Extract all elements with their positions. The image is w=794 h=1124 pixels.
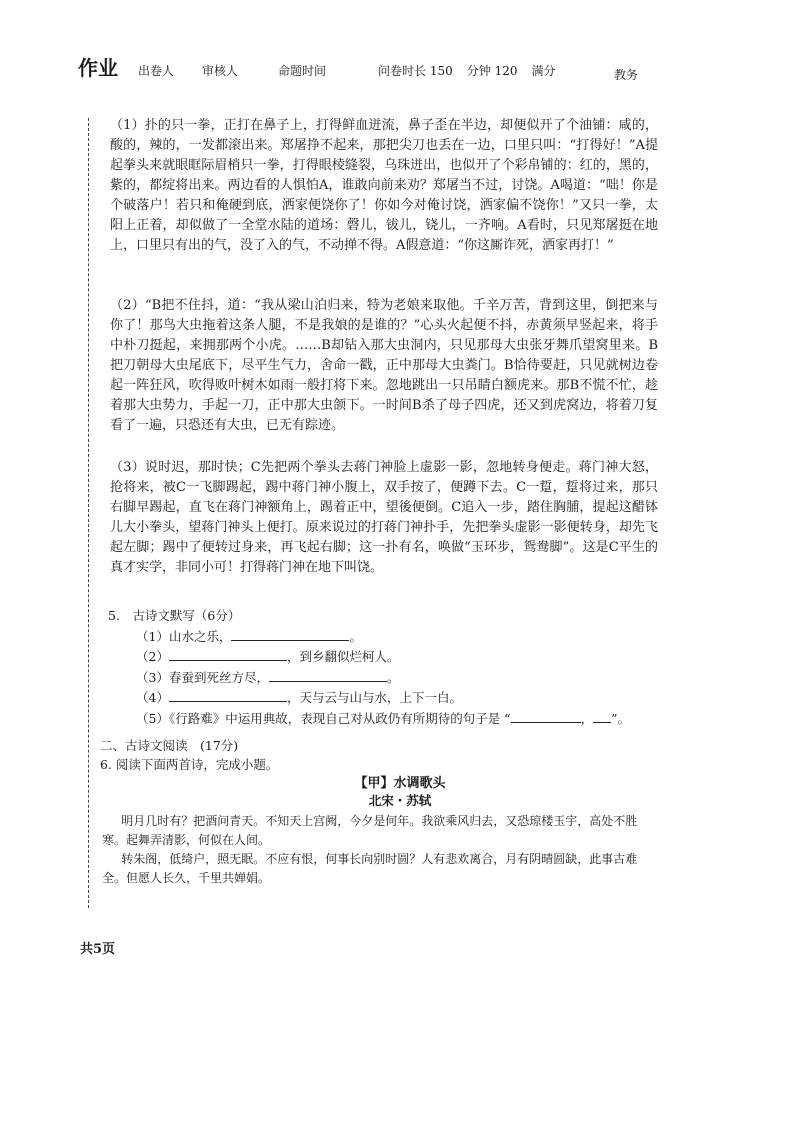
q5-item-5-prompt: （5）《行路难》中运用典故，表现自己对从政仍有所期待的句子是 “ [136,710,511,726]
q5-item-5-mid: ， [580,710,594,726]
q5-item-2-prompt: （2） [136,649,169,664]
q5-item-3-prompt: （3）春蚕到死丝方尽， [136,669,269,685]
margin-binding-line [88,118,89,908]
answer-blank-3[interactable] [269,667,387,682]
section-2-title: 二、古诗文阅读 (17分) [100,738,239,753]
exam-header [78,52,678,82]
q5-item-1-end: 。 [349,628,362,644]
answer-blank-5a[interactable] [511,708,581,723]
duration-label: 问卷时长 150 [378,64,453,78]
poem-title: 【甲】水调歌头 [354,776,446,791]
poem-stanza-1: 明月几时有？把酒问青天。不知天上宫阙，今夕是何年。我欲乘风归去，又恐琼楼玉宇，高处不胜寒。起舞弄清影，何似在人间。 [102,814,638,847]
q5-item-4-prompt: （4） [136,690,169,705]
answer-blank-4[interactable] [169,687,287,702]
q5-item-5-end: ”。 [611,710,630,726]
setter-label: 出卷人 [138,64,175,78]
q5-item-4 [108,687,668,708]
answer-blank-1[interactable] [231,626,349,641]
question-6-title: 6. 阅读下面两首诗，完成小题。 [100,757,279,772]
q5-item-5 [108,708,668,729]
q5-item-2 [108,646,668,667]
answer-blank-5b[interactable] [593,708,611,723]
q5-item-1 [108,626,668,647]
full-score-label: 满分 [531,64,556,78]
minutes-label: 分钟 120 [466,64,518,78]
academic-label: 教务 [614,68,639,82]
reviewer-label: 审核人 [202,64,239,78]
page-count: 共5页 [80,942,116,957]
passage-3: （3）说时迟，那时快；C先把两个拳头去蒋门神脸上虚影一影，忽地转身便走。蒋门神大怒，抢将来，被C一飞脚踢起，踢中蒋门神小腹上，双手按了，便蹲下去。C一踅，踅将过来，那只右脚早踢起，直飞在蒋门神额角上，踢着正中，望後便倒。C追入一步，踏住胸脯，提起这醋钵儿大小拳头，望蒋门神头上便打。原来说过的打蒋门神扑手，先把拳头虚影一影便转身，却先飞起左脚；踢中了便转过身来，再飞起右脚；这一扑有名，唤做“玉环步，鸳鸯脚”。这是C平生的真才实学，非同小可！打得蒋门神在地下叫饶。 [110,460,658,575]
q5-item-1-prompt: （1）山水之乐， [136,628,232,644]
poem-stanza-2: 转朱阁，低绮户，照无眠。不应有恨，何事长向别时圆？人有悲欢离合，月有阴晴圆缺，此事古难全。但愿人长久，千里共婵娟。 [102,852,638,885]
passage-1: （1）扑的只一拳，正打在鼻子上，打得鲜血迸流，鼻子歪在半边，却便似开了个油铺：咸的，酸的，辣的，一发都滚出来。郑屠挣不起来，那把尖刀也丢在一边，口里只叫：“打得好！”A提起拳头来就眼眶际眉梢只一拳，打得眼棱缝裂，乌珠迸出，也似开了个彩帛铺的：红的，黑的，紫的，都绽将出来。两边看的人惧怕A，谁敢向前来劝？郑屠当不过，讨饶。A喝道：“咄！你是个破落户！若只和俺硬到底，洒家便饶你了！你如今对俺讨饶，洒家偏不饶你！”又只一拳，太阳上正着，却似做了一全堂水陆的道场：磬儿，钹儿，铙儿，一齐响。A看时，只见郑屠挺在地上，口里只有出的气，没了入的气，不动掸不得。A假意道：“你这厮诈死，洒家再打！” [110,118,658,253]
question-5 [108,606,668,728]
time-label: 命题时间 [278,64,327,78]
passage-2: （2）“B把不住抖，道：“我从梁山泊归来，特为老娘来取他。千辛万苦，背到这里，倒把来与你了！那鸟大虫拖着这条人腿，不是我娘的是谁的？”心头火起便不抖，赤黄须早竖起来，将手中朴刀挺起，来拥那两个小虎。……B却钻入那大虫洞内，只见那母大虫张牙舞爪望窝里来。B把刀朝母大虫尾底下，尽平生气力，舍命一戳，正中那母大虫粪门。B恰待要赶，只见就树边卷起一阵狂风，吹得败叶树木如雨一般打将下来。忽地跳出一只吊睛白额虎来。那B不慌不忙，趁着那大虫势力，手起一刀，正中那大虫颌下。一时间B杀了母子四虎，还又到虎窝边，将着刀复看了一遍，只恐还有大虫，已无有踪迹。 [110,298,658,433]
q5-item-3 [108,667,668,688]
poem-body [102,812,650,888]
q5-item-3-end: 。 [386,669,400,685]
poem-author: 北宋・苏轼 [368,793,432,808]
section-2 [100,736,278,774]
homework-label: 作业 [78,56,118,80]
q5-item-4-end: ，天与云与山与水，上下一白。 [286,690,462,705]
answer-blank-2[interactable] [169,646,287,661]
q5-item-2-end: ，到乡翻似烂柯人。 [286,649,400,664]
question-5-title: 5. 古诗文默写（6分） [108,608,241,623]
